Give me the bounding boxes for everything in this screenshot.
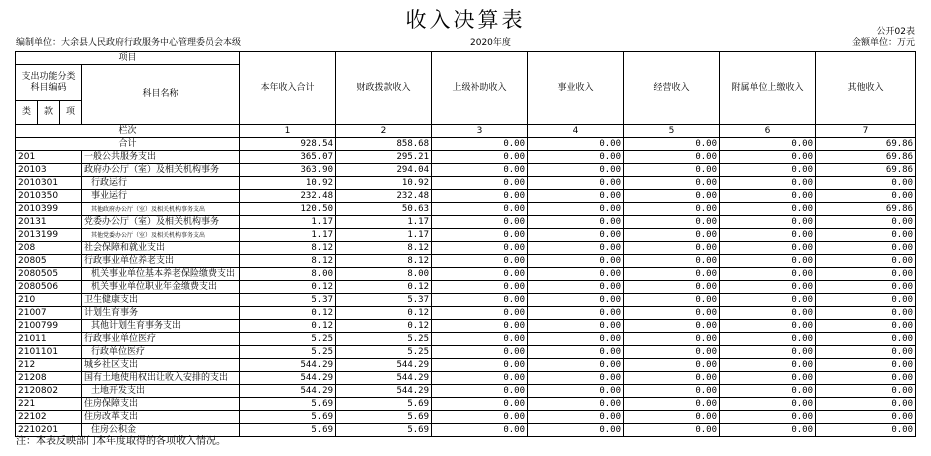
row-value-cell: 0.00	[624, 320, 720, 333]
header-col-3: 上级补助收入	[432, 52, 528, 125]
row-value-cell: 0.00	[624, 398, 720, 411]
table-row	[16, 307, 916, 320]
row-value-cell: 0.00	[624, 372, 720, 385]
row-value-cell: 0.00	[624, 281, 720, 294]
row-value-cell: 0.00	[720, 333, 816, 346]
fiscal-year: 2020年度	[470, 38, 511, 48]
row-value-cell: 0.00	[720, 359, 816, 372]
row-value-cell: 0.00	[720, 411, 816, 424]
row-value-cell: 0.00	[720, 164, 816, 177]
table-row	[16, 151, 916, 164]
table-row	[16, 385, 916, 398]
row-value-cell: 0.00	[720, 268, 816, 281]
row-value-cell: 69.86	[816, 164, 916, 177]
row-code: 21007	[16, 307, 82, 320]
row-value-cell: 0.00	[720, 424, 816, 437]
row-code: 21208	[16, 372, 82, 385]
row-value-cell: 0.00	[432, 359, 528, 372]
row-value-cell: 8.12	[240, 242, 336, 255]
row-value-cell: 1.17	[240, 216, 336, 229]
row-code: 2100799	[16, 320, 82, 333]
row-value-cell: 0.00	[816, 229, 916, 242]
row-code: 2080505	[16, 268, 82, 281]
row-value-cell: 0.00	[432, 190, 528, 203]
row-value-cell: 363.90	[240, 164, 336, 177]
header-col-2: 财政拨款收入	[336, 52, 432, 125]
row-value-cell: 5.69	[336, 411, 432, 424]
header-lanci: 栏次	[16, 125, 240, 138]
row-value-cell: 0.00	[528, 372, 624, 385]
table-row	[16, 333, 916, 346]
row-value-cell: 0.12	[240, 281, 336, 294]
header-lei: 类	[16, 101, 38, 125]
row-code: 2101101	[16, 346, 82, 359]
row-value-cell: 0.00	[816, 255, 916, 268]
row-value-cell: 0.00	[816, 398, 916, 411]
row-value-cell: 0.00	[432, 203, 528, 216]
table-row	[16, 346, 916, 359]
income-table	[15, 51, 916, 437]
row-value-cell: 365.07	[240, 151, 336, 164]
col-num-5: 5	[624, 125, 720, 138]
row-value-cell: 1.17	[336, 216, 432, 229]
row-value-cell: 0.00	[432, 281, 528, 294]
row-value-cell: 50.63	[336, 203, 432, 216]
row-value-cell: 69.86	[816, 203, 916, 216]
row-code: 21011	[16, 333, 82, 346]
footnote: 注：本表反映部门本年度取得的各项收入情况。	[16, 436, 226, 447]
row-value-cell: 0.00	[720, 190, 816, 203]
total-cell: 858.68	[336, 138, 432, 151]
row-value-cell: 5.25	[336, 346, 432, 359]
row-value-cell: 0.00	[720, 177, 816, 190]
row-value-cell: 0.00	[720, 229, 816, 242]
table-row	[16, 164, 916, 177]
row-value-cell: 8.12	[336, 255, 432, 268]
compiling-unit: 编制单位：大余县人民政府行政服务中心管理委员会本级	[16, 38, 242, 48]
row-value-cell: 0.00	[816, 333, 916, 346]
total-cell: 69.86	[816, 138, 916, 151]
row-code: 2010350	[16, 190, 82, 203]
row-value-cell: 295.21	[336, 151, 432, 164]
row-value-cell: 0.00	[720, 320, 816, 333]
total-cell: 0.00	[432, 138, 528, 151]
form-number: 公开02表	[876, 27, 915, 37]
row-subject-name: 住房公积金	[82, 424, 240, 437]
row-value-cell: 0.00	[624, 151, 720, 164]
row-subject-name: 事业运行	[82, 190, 240, 203]
total-row	[16, 138, 916, 151]
header-col-6: 附属单位上缴收入	[720, 52, 816, 125]
row-value-cell: 0.00	[528, 151, 624, 164]
row-value-cell: 0.00	[432, 333, 528, 346]
row-value-cell: 544.29	[240, 359, 336, 372]
row-value-cell: 0.00	[528, 177, 624, 190]
total-cell: 928.54	[240, 138, 336, 151]
row-value-cell: 0.00	[624, 411, 720, 424]
row-subject-name: 机关事业单位基本养老保险缴费支出	[82, 268, 240, 281]
row-subject-name: 城乡社区支出	[82, 359, 240, 372]
row-value-cell: 0.00	[816, 359, 916, 372]
row-value-cell: 0.00	[624, 424, 720, 437]
header-xiang: 项	[60, 101, 82, 125]
row-code: 20103	[16, 164, 82, 177]
row-subject-name: 土地开发支出	[82, 385, 240, 398]
row-value-cell: 8.00	[240, 268, 336, 281]
row-value-cell: 5.25	[240, 333, 336, 346]
row-value-cell: 5.69	[336, 398, 432, 411]
row-subject-name: 一般公共服务支出	[82, 151, 240, 164]
row-code: 22102	[16, 411, 82, 424]
table-row	[16, 372, 916, 385]
header-col-7: 其他收入	[816, 52, 916, 125]
row-value-cell: 0.00	[432, 372, 528, 385]
row-code: 2010301	[16, 177, 82, 190]
row-value-cell: 0.00	[528, 359, 624, 372]
row-value-cell: 10.92	[240, 177, 336, 190]
row-code: 210	[16, 294, 82, 307]
table-row	[16, 398, 916, 411]
row-subject-name: 其他党委办公厅（室）及相关机构事务支出	[82, 229, 240, 242]
row-value-cell: 5.69	[240, 411, 336, 424]
row-value-cell: 0.00	[816, 216, 916, 229]
table-row	[16, 359, 916, 372]
row-code: 20131	[16, 216, 82, 229]
row-value-cell: 5.37	[240, 294, 336, 307]
total-cell: 0.00	[624, 138, 720, 151]
row-value-cell: 0.00	[624, 346, 720, 359]
row-value-cell: 0.00	[432, 294, 528, 307]
row-value-cell: 0.00	[432, 385, 528, 398]
row-value-cell: 0.00	[624, 333, 720, 346]
row-value-cell: 8.00	[336, 268, 432, 281]
row-subject-name: 住房改革支出	[82, 411, 240, 424]
table-row	[16, 190, 916, 203]
row-value-cell: 0.00	[432, 268, 528, 281]
row-value-cell: 0.00	[816, 424, 916, 437]
row-subject-name: 行政事业单位养老支出	[82, 255, 240, 268]
row-value-cell: 0.00	[432, 151, 528, 164]
row-value-cell: 0.00	[528, 281, 624, 294]
row-subject-name: 计划生育事务	[82, 307, 240, 320]
row-subject-name: 政府办公厅（室）及相关机构事务	[82, 164, 240, 177]
row-value-cell: 0.00	[816, 411, 916, 424]
row-value-cell: 0.00	[624, 294, 720, 307]
row-value-cell: 0.00	[432, 411, 528, 424]
total-cell: 0.00	[528, 138, 624, 151]
row-value-cell: 8.12	[240, 255, 336, 268]
row-value-cell: 0.00	[624, 164, 720, 177]
row-value-cell: 5.25	[336, 333, 432, 346]
row-code: 2010399	[16, 203, 82, 216]
row-value-cell: 0.00	[816, 346, 916, 359]
row-value-cell: 0.00	[624, 242, 720, 255]
row-value-cell: 0.00	[432, 307, 528, 320]
row-subject-name: 行政单位医疗	[82, 346, 240, 359]
row-value-cell: 0.00	[816, 190, 916, 203]
row-value-cell: 8.12	[336, 242, 432, 255]
row-value-cell: 0.00	[624, 307, 720, 320]
row-value-cell: 0.12	[336, 320, 432, 333]
row-value-cell: 10.92	[336, 177, 432, 190]
table-row	[16, 216, 916, 229]
row-value-cell: 0.00	[624, 216, 720, 229]
table-row	[16, 229, 916, 242]
table-row	[16, 411, 916, 424]
page-title: 收入决算表	[405, 8, 526, 32]
row-value-cell: 0.00	[720, 372, 816, 385]
row-value-cell: 0.00	[528, 216, 624, 229]
row-value-cell: 0.00	[432, 320, 528, 333]
row-value-cell: 0.00	[624, 190, 720, 203]
money-unit: 金额单位：万元	[851, 38, 915, 48]
col-num-4: 4	[528, 125, 624, 138]
row-value-cell: 0.00	[528, 190, 624, 203]
row-value-cell: 0.00	[720, 203, 816, 216]
row-value-cell: 0.00	[624, 177, 720, 190]
table-row	[16, 177, 916, 190]
row-value-cell: 0.00	[816, 372, 916, 385]
row-code: 221	[16, 398, 82, 411]
row-value-cell: 0.00	[528, 268, 624, 281]
table-row	[16, 203, 916, 216]
row-value-cell: 1.17	[240, 229, 336, 242]
row-value-cell: 0.12	[240, 320, 336, 333]
row-value-cell: 0.00	[432, 216, 528, 229]
row-value-cell: 0.00	[528, 424, 624, 437]
row-subject-name: 卫生健康支出	[82, 294, 240, 307]
header-kuan: 款	[38, 101, 60, 125]
header-func-code: 支出功能分类科目编码	[16, 65, 82, 101]
row-value-cell: 0.00	[432, 398, 528, 411]
row-value-cell: 0.00	[624, 255, 720, 268]
row-subject-name: 行政运行	[82, 177, 240, 190]
row-value-cell: 544.29	[240, 372, 336, 385]
row-value-cell: 0.00	[528, 229, 624, 242]
row-value-cell: 0.00	[528, 346, 624, 359]
row-value-cell: 232.48	[336, 190, 432, 203]
total-label: 合计	[16, 138, 240, 151]
table-row	[16, 320, 916, 333]
row-value-cell: 0.00	[816, 385, 916, 398]
row-code: 20805	[16, 255, 82, 268]
row-value-cell: 0.00	[720, 216, 816, 229]
table-row	[16, 255, 916, 268]
row-value-cell: 5.69	[240, 424, 336, 437]
row-value-cell: 0.00	[720, 398, 816, 411]
row-value-cell: 0.00	[432, 164, 528, 177]
row-value-cell: 544.29	[336, 385, 432, 398]
table-row	[16, 242, 916, 255]
row-code: 212	[16, 359, 82, 372]
row-value-cell: 0.00	[432, 255, 528, 268]
row-value-cell: 294.04	[336, 164, 432, 177]
row-value-cell: 0.00	[720, 385, 816, 398]
row-subject-name: 其他政府办公厅（室）及相关机构事务支出	[82, 203, 240, 216]
row-value-cell: 0.00	[528, 255, 624, 268]
row-value-cell: 0.00	[432, 424, 528, 437]
col-num-7: 7	[816, 125, 916, 138]
row-value-cell: 0.00	[528, 307, 624, 320]
col-num-3: 3	[432, 125, 528, 138]
row-value-cell: 544.29	[240, 385, 336, 398]
row-subject-name: 其他计划生育事务支出	[82, 320, 240, 333]
header-col-1: 本年收入合计	[240, 52, 336, 125]
row-value-cell: 0.00	[528, 164, 624, 177]
table-row	[16, 268, 916, 281]
row-value-cell: 0.00	[816, 281, 916, 294]
row-value-cell: 0.12	[336, 307, 432, 320]
row-value-cell: 5.37	[336, 294, 432, 307]
row-value-cell: 0.00	[528, 411, 624, 424]
row-value-cell: 0.00	[528, 333, 624, 346]
row-value-cell: 544.29	[336, 372, 432, 385]
row-value-cell: 232.48	[240, 190, 336, 203]
row-value-cell: 0.00	[528, 294, 624, 307]
row-value-cell: 0.00	[816, 242, 916, 255]
row-code: 2013199	[16, 229, 82, 242]
header-item: 项目	[16, 52, 240, 65]
row-subject-name: 行政事业单位医疗	[82, 333, 240, 346]
row-code: 201	[16, 151, 82, 164]
row-subject-name: 机关事业单位职业年金缴费支出	[82, 281, 240, 294]
row-code: 2120802	[16, 385, 82, 398]
row-value-cell: 0.00	[528, 398, 624, 411]
row-value-cell: 0.00	[528, 203, 624, 216]
row-value-cell: 5.69	[336, 424, 432, 437]
row-code: 2210201	[16, 424, 82, 437]
row-value-cell: 5.25	[240, 346, 336, 359]
row-value-cell: 0.00	[720, 255, 816, 268]
col-num-6: 6	[720, 125, 816, 138]
row-value-cell: 0.00	[816, 307, 916, 320]
row-value-cell: 0.00	[816, 320, 916, 333]
table-row	[16, 294, 916, 307]
row-value-cell: 0.12	[240, 307, 336, 320]
row-value-cell: 0.00	[720, 294, 816, 307]
row-value-cell: 5.69	[240, 398, 336, 411]
row-value-cell: 0.00	[720, 346, 816, 359]
row-value-cell: 0.00	[624, 359, 720, 372]
row-value-cell: 120.50	[240, 203, 336, 216]
row-value-cell: 1.17	[336, 229, 432, 242]
col-num-1: 1	[240, 125, 336, 138]
row-value-cell: 0.00	[720, 281, 816, 294]
total-cell: 0.00	[720, 138, 816, 151]
row-value-cell: 0.00	[624, 268, 720, 281]
row-value-cell: 0.00	[528, 242, 624, 255]
table-row	[16, 281, 916, 294]
row-value-cell: 0.00	[720, 242, 816, 255]
row-value-cell: 0.00	[624, 203, 720, 216]
row-value-cell: 0.00	[528, 320, 624, 333]
row-value-cell: 0.00	[816, 177, 916, 190]
row-value-cell: 0.00	[432, 242, 528, 255]
row-value-cell: 0.00	[624, 385, 720, 398]
col-num-2: 2	[336, 125, 432, 138]
row-value-cell: 0.00	[720, 151, 816, 164]
row-value-cell: 0.00	[816, 268, 916, 281]
row-value-cell: 0.00	[624, 229, 720, 242]
header-col-5: 经营收入	[624, 52, 720, 125]
row-value-cell: 0.00	[432, 229, 528, 242]
row-subject-name: 社会保障和就业支出	[82, 242, 240, 255]
row-value-cell: 0.00	[816, 294, 916, 307]
row-value-cell: 0.12	[336, 281, 432, 294]
header-col-4: 事业收入	[528, 52, 624, 125]
row-code: 2080506	[16, 281, 82, 294]
row-subject-name: 住房保障支出	[82, 398, 240, 411]
row-code: 208	[16, 242, 82, 255]
row-value-cell: 544.29	[336, 359, 432, 372]
row-value-cell: 0.00	[720, 307, 816, 320]
row-value-cell: 69.86	[816, 151, 916, 164]
row-value-cell: 0.00	[528, 385, 624, 398]
row-subject-name: 国有土地使用权出让收入安排的支出	[82, 372, 240, 385]
row-subject-name: 党委办公厅（室）及相关机构事务	[82, 216, 240, 229]
row-value-cell: 0.00	[432, 177, 528, 190]
row-value-cell: 0.00	[432, 346, 528, 359]
header-subject: 科目名称	[82, 65, 240, 125]
